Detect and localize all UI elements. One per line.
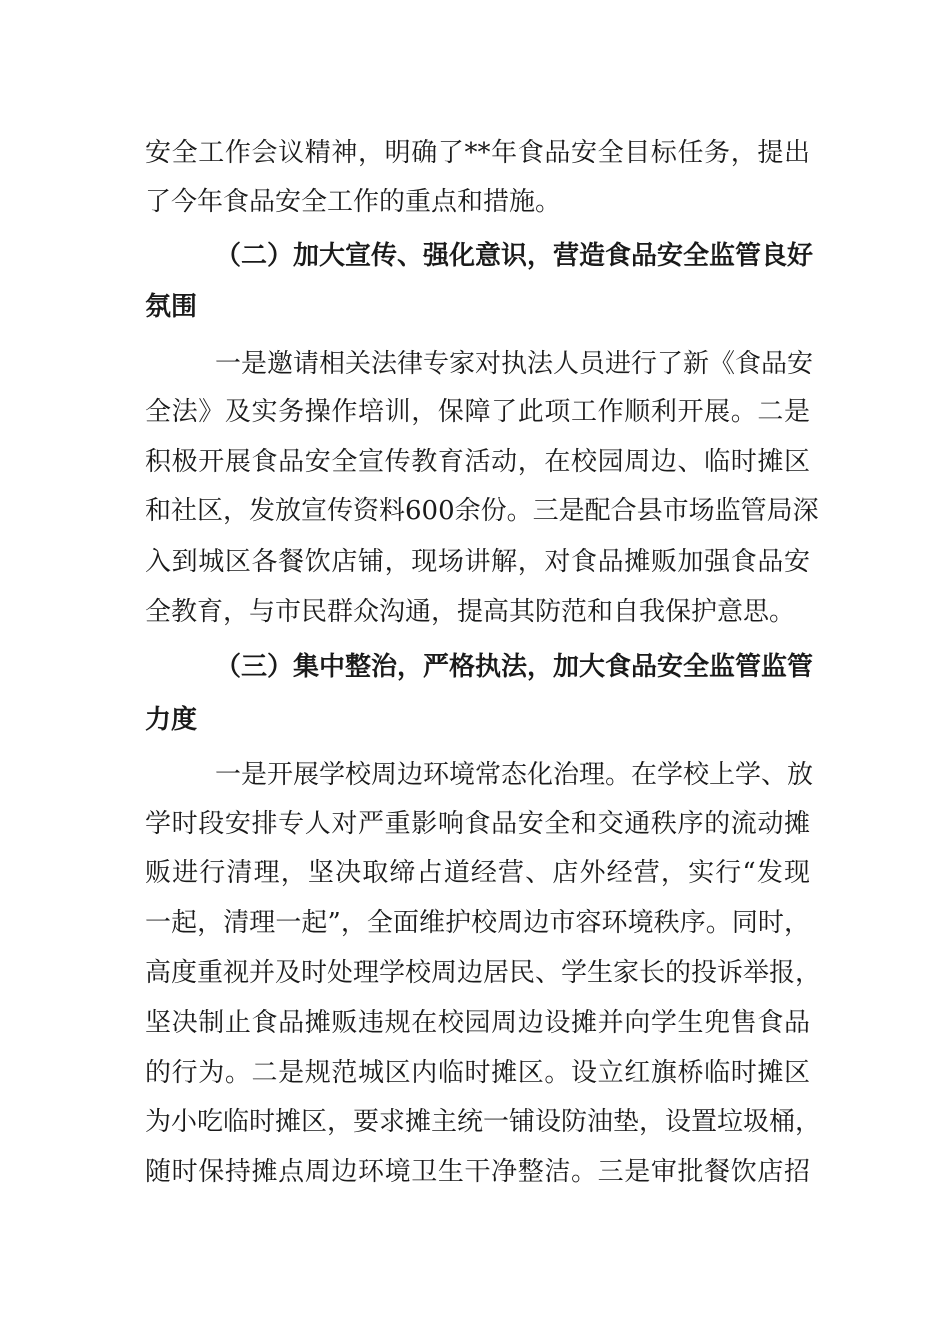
body-line: 全法》及实务操作培训，保障了此项工作顺利开展。二是: [145, 397, 810, 427]
body-line: 坚决制止食品摊贩违规在校园周边设摊并向学生兜售食品: [145, 1008, 810, 1038]
body-line: 一是邀请相关法律专家对执法人员进行了新《食品安: [215, 349, 814, 379]
section-heading-3: （三）集中整治，严格执法，加大食品安全监管监管: [215, 652, 814, 682]
body-line: 了今年食品安全工作的重点和措施。: [145, 187, 562, 217]
body-line: 的行为。二是规范城区内临时摊区。设立红旗桥临时摊区: [145, 1058, 810, 1088]
body-line: 学时段安排专人对严重影响食品安全和交通秩序的流动摊: [145, 809, 810, 839]
body-line: 全教育，与市民群众沟通，提高其防范和自我保护意思。: [145, 597, 796, 627]
body-line: 贩进行清理，坚决取缔占道经营、店外经营，实行“发现: [145, 858, 810, 888]
body-line: 随时保持摊点周边环境卫生干净整洁。三是审批餐饮店招: [145, 1157, 810, 1187]
body-line: 入到城区各餐饮店铺，现场讲解，对食品摊贩加强食品安: [145, 547, 810, 577]
body-line: 安全工作会议精神，明确了**年食品安全目标任务，提出: [145, 138, 810, 168]
section-heading-2: （二）加大宣传、强化意识，营造食品安全监管良好: [215, 241, 814, 271]
body-line: 高度重视并及时处理学校周边居民、学生家长的投诉举报，: [145, 958, 822, 988]
body-line: 和社区，发放宣传资料600余份。三是配合县市场监管局深: [145, 496, 819, 526]
body-line: 一是开展学校周边环境常态化治理。在学校上学、放: [215, 760, 814, 790]
body-line: 为小吃临时摊区，要求摊主统一铺设防油垫，设置垃圾桶，: [145, 1107, 822, 1137]
section-heading-3-cont: 力度: [145, 705, 198, 735]
body-line: 积极开展食品安全宣传教育活动，在校园周边、临时摊区: [145, 447, 810, 477]
body-line: 一起，清理一起”，全面维护校周边市容环境秩序。同时，: [145, 908, 810, 938]
section-heading-2-cont: 氛围: [145, 292, 198, 322]
